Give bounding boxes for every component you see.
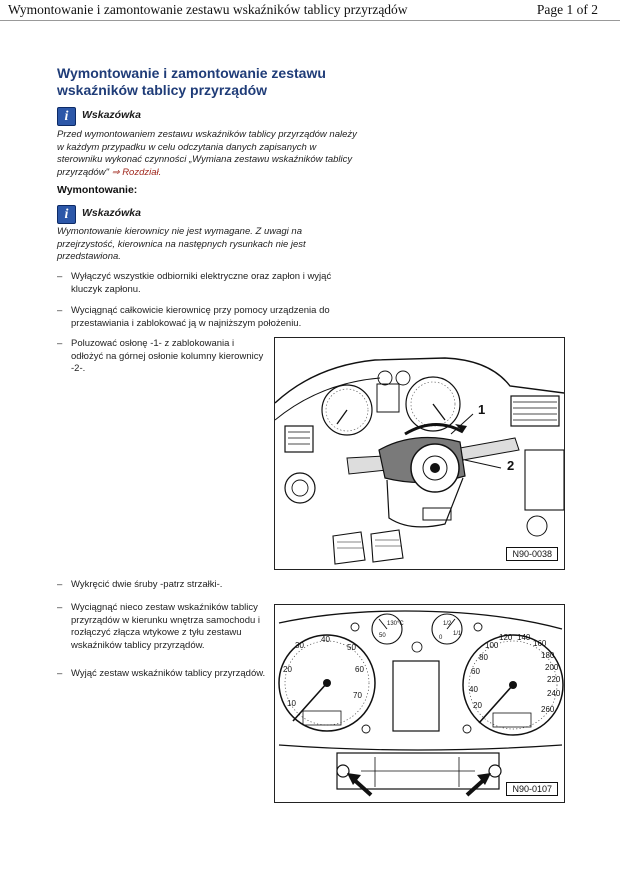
removal-heading: Wymontowanie: bbox=[57, 184, 138, 196]
figure-steering-column bbox=[274, 337, 565, 570]
speedo-tick-10: 200 bbox=[545, 663, 559, 672]
note-text-2: Wymontowanie kierownicy nie jest wymagane. Z uwagi na przejrzystość, kierownica na następnych rysunkach nie jest przedstawiona. bbox=[57, 226, 306, 262]
figure-1-code: N90-0038 bbox=[506, 547, 558, 561]
fuel-label-full: 1/1 bbox=[453, 631, 462, 637]
speedo-tick-5: 100 bbox=[485, 641, 499, 650]
speedo-tick-1: 20 bbox=[473, 701, 482, 710]
header-page-number: Page 1 of 2 bbox=[536, 2, 598, 17]
tacho-tick-6: 60 bbox=[355, 665, 364, 674]
note-label-1: Wskazówka bbox=[82, 109, 141, 121]
step-6-text: Wyjąć zestaw wskaźników tablicy przyrządów. bbox=[71, 668, 266, 679]
chapter-link[interactable]: ⇒ Rozdział. bbox=[111, 166, 162, 178]
speedo-tick-7: 140 bbox=[517, 633, 531, 642]
step-5-text: Wyciągnąć nieco zestaw wskaźników tablicy przyrządów w kierunku wnętrza samochodu i rozłączyć złącza wtykowe z tyłu zestawu wskaźników tablicy przyrządów. bbox=[71, 602, 261, 651]
callout-1: 1 bbox=[478, 402, 486, 417]
step-4-text: Wykręcić dwie śruby -patrz strzałki-. bbox=[71, 579, 223, 590]
speedo-tick-6: 120 bbox=[499, 633, 513, 642]
temp-gauge-label: 130°C bbox=[387, 621, 404, 627]
page-title: Wymontowanie i zamontowanie zestawu wskaźników tablicy przyrządów bbox=[57, 65, 326, 98]
note-text-1 bbox=[57, 129, 362, 179]
header-divider bbox=[0, 20, 620, 21]
header-document-title: Wymontowanie i zamontowanie zestawu wskaźników tablicy przyrządów bbox=[8, 2, 408, 17]
temp-label-low: 50 bbox=[379, 633, 386, 639]
speedo-tick-4: 80 bbox=[479, 653, 488, 662]
callout-2: 2 bbox=[507, 458, 515, 473]
step-2-text: Wyciągnąć całkowicie kierownicę przy pomocy urządzenia do przestawiania i zablokować ją w najniższym położeniu. bbox=[71, 305, 330, 329]
speedo-tick-12: 240 bbox=[547, 689, 561, 698]
tacho-tick-7: 70 bbox=[353, 691, 362, 700]
tacho-tick-1: 10 bbox=[287, 699, 296, 708]
note-label-2: Wskazówka bbox=[82, 207, 141, 219]
info-icon: i bbox=[57, 205, 76, 224]
speedo-tick-13: 260 bbox=[541, 705, 555, 714]
step-3-text: Poluzować osłonę -1- z zablokowania i odłożyć na górnej osłonie kolumny kierownicy -2-. bbox=[71, 338, 264, 374]
figure-2-code: N90-0107 bbox=[506, 782, 558, 796]
tacho-tick-3: 30 bbox=[295, 641, 304, 650]
note-1-body: Przed wymontowaniem zestawu wskaźników tablicy przyrządów należy w każdym przypadku w celu odczytania danych zapisanych w sterowniku wykonać czynności „Wymiana zestawu wskaźników tablicy przyrządów" bbox=[57, 129, 357, 178]
speedo-tick-9: 180 bbox=[541, 651, 555, 660]
tacho-tick-5: 50 bbox=[347, 643, 356, 652]
tacho-tick-2: 20 bbox=[283, 665, 292, 674]
speedo-tick-8: 160 bbox=[533, 639, 547, 648]
figure-instrument-cluster bbox=[274, 604, 565, 803]
speedo-tick-2: 40 bbox=[469, 685, 478, 694]
step-1-text: Wyłączyć wszystkie odbiorniki elektryczne oraz zapłon i wyjąć kluczyk zapłonu. bbox=[71, 271, 332, 295]
tacho-tick-4: 40 bbox=[321, 635, 330, 644]
speedo-tick-3: 60 bbox=[471, 667, 480, 676]
info-icon: i bbox=[57, 107, 76, 126]
speedo-tick-11: 220 bbox=[547, 675, 561, 684]
fuel-gauge-label: 1/2 bbox=[443, 621, 452, 627]
steering-column-drawing bbox=[275, 338, 564, 569]
fuel-label-empty: 0 bbox=[439, 635, 443, 641]
